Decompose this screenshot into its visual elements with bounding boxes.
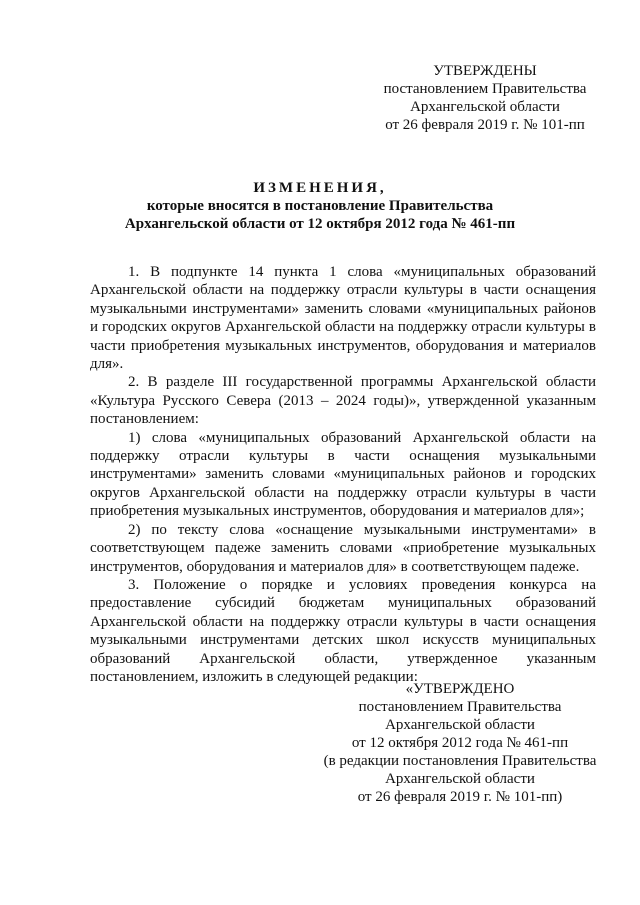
approval-stamp-line: от 26 февраля 2019 г. № 101-пп): [357, 789, 563, 805]
approval-stamp-bottom: [300, 680, 620, 806]
approval-stamp-line: от 12 октября 2012 года № 461-пп: [351, 735, 569, 751]
document-heading: [110, 179, 530, 233]
document-title: ИЗМЕНЕНИЯ,: [253, 180, 387, 196]
approval-stamp-line: постановлением Правительства: [358, 699, 562, 715]
approval-stamp-line: от 26 февраля 2019 г. № 101-пп: [385, 117, 585, 133]
document-body: [90, 263, 596, 686]
body-paragraph: 2. В разделе III государственной программы Архангельской области «Культура Русского Севера (2013 – 2024 годы)», утвержденной указанным постановлением:: [90, 374, 596, 428]
approval-stamp-line: УТВЕРЖДЕНЫ: [433, 63, 537, 79]
approval-stamp-top: [360, 62, 610, 134]
approval-stamp-line: постановлением Правительства: [383, 81, 587, 97]
approval-stamp-line: Архангельской области: [385, 717, 535, 733]
body-paragraph: 2) по тексту слова «оснащение музыкальными инструментами» в соответствующем падеже заменить словами «приобретение музыкальных инструментов, оборудования и материалов для» в соответствующем падеже.: [90, 521, 596, 575]
approval-stamp-line: (в редакции постановления Правительства: [323, 753, 597, 769]
approval-stamp-line: Архангельской области: [410, 99, 560, 115]
body-paragraph: 3. Положение о порядке и условиях проведения конкурса на предоставление субсидий бюджетам муниципальных образований Архангельской области на поддержку отрасли культуры в части оснащения музыкальными инструментами детских школ искусств муниципальных образований Архангельской области, утвержденное указанным постановлением, изложить в следующей редакции:: [90, 576, 596, 685]
body-paragraph: 1) слова «муниципальных образований Архангельской области на поддержку отрасли культуры в части оснащения музыкальными инструментами» заменить словами «муниципальных районов и городских округов Архангельской области на поддержку отрасли культуры в части приобретения музыкальных инструментов, оборудования и материалов для»;: [90, 429, 596, 520]
body-paragraph: 1. В подпункте 14 пункта 1 слова «муниципальных образований Архангельской области на поддержку отрасли культуры в части оснащения музыкальными инструментами» заменить словами «муниципальных районов и городских округов Архангельской области на поддержку отрасли культуры в части приобретения музыкальных инструментов, оборудования и материалов для».: [90, 264, 596, 373]
document-subtitle-line: которые вносятся в постановление Правительства: [146, 198, 494, 214]
document-subtitle-line: Архангельской области от 12 октября 2012 года № 461-пп: [124, 216, 516, 232]
approval-stamp-line: «УТВЕРЖДЕНО: [405, 681, 515, 697]
approval-stamp-line: Архангельской области: [385, 771, 535, 787]
